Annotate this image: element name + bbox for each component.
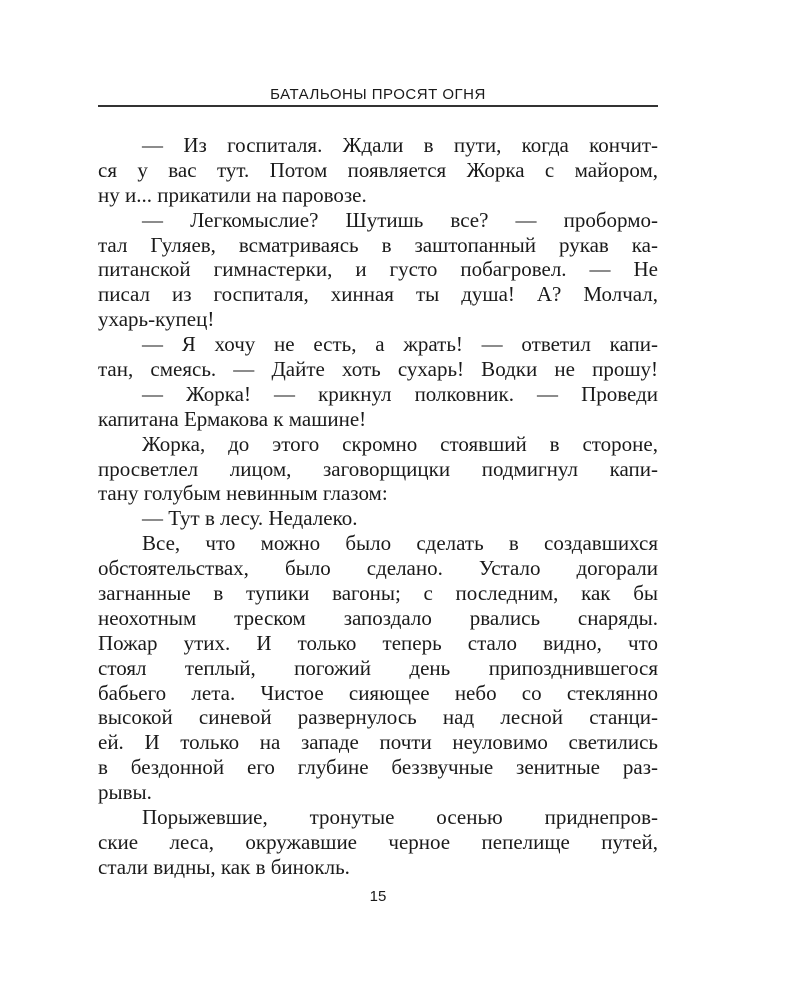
text-line: стали видны, как в бинокль.: [98, 854, 350, 879]
text-line: Все, что можно было сделать в создавшихся: [142, 531, 658, 556]
text-line: — Легкомыслие? Шутишь все? — пробормо-: [142, 207, 658, 232]
text-line: Жорка, до этого скромно стоявший в стороне,: [142, 431, 658, 456]
text-line: высокой синевой развернулось над лесной станци-: [98, 705, 658, 730]
text-line: — Жорка! — крикнул полковник. — Проведи: [142, 381, 658, 406]
text-line: в бездонной его глубине беззвучные зенитные раз-: [98, 755, 658, 780]
body-text: [98, 133, 658, 880]
text-line: просветлел лицом, заговорщицки подмигнул капи-: [98, 456, 658, 481]
text-line: питанской гимнастерки, и густо побагровел. — Не: [98, 257, 658, 282]
page-number: 15: [369, 888, 387, 905]
text-line: тан, смеясь. — Дайте хоть сухарь! Водки не прошу!: [98, 357, 658, 382]
text-line: загнанные в тупики вагоны; с последним, как бы: [98, 581, 658, 606]
text-line: — Я хочу не есть, а жрать! — ответил капи-: [142, 332, 658, 357]
text-line: бабьего лета. Чистое сияющее небо со стеклянно: [98, 680, 658, 705]
text-line: ухарь-купец!: [98, 307, 215, 332]
text-line: ей. И только на западе почти неуловимо светились: [98, 730, 658, 755]
text-line: рывы.: [98, 780, 152, 805]
text-line: тану голубым невинным глазом:: [98, 481, 388, 506]
text-line: неохотным треском запоздало рвались снаряды.: [98, 605, 658, 630]
text-line: ся у вас тут. Потом появляется Жорка с майором,: [98, 157, 658, 182]
text-line: капитана Ермакова к машине!: [98, 406, 367, 431]
text-line: ну и... прикатили на паровозе.: [98, 182, 367, 207]
text-line: писал из госпиталя, хинная ты душа! А? Молчал,: [98, 282, 658, 307]
text-line: Пожар утих. И только теперь стало видно, что: [98, 630, 658, 655]
text-line: — Из госпиталя. Ждали в пути, когда кончит-: [142, 133, 658, 157]
text-line: Порыжевшие, тронутые осенью приднепров-: [142, 805, 658, 830]
text-line: обстоятельствах, было сделано. Устало догорали: [98, 556, 658, 581]
text-line: — Тут в лесу. Недалеко.: [142, 506, 358, 531]
text-line: ские леса, окружавшие черное пепелище путей,: [98, 829, 658, 854]
header-rule: [98, 105, 658, 107]
text-line: тал Гуляев, всматриваясь в заштопанный рукав ка-: [98, 232, 658, 257]
text-line: стоял теплый, погожий день припозднившегося: [98, 655, 658, 680]
running-head-title: БАТАЛЬОНЫ ПРОСЯТ ОГНЯ: [270, 86, 486, 103]
